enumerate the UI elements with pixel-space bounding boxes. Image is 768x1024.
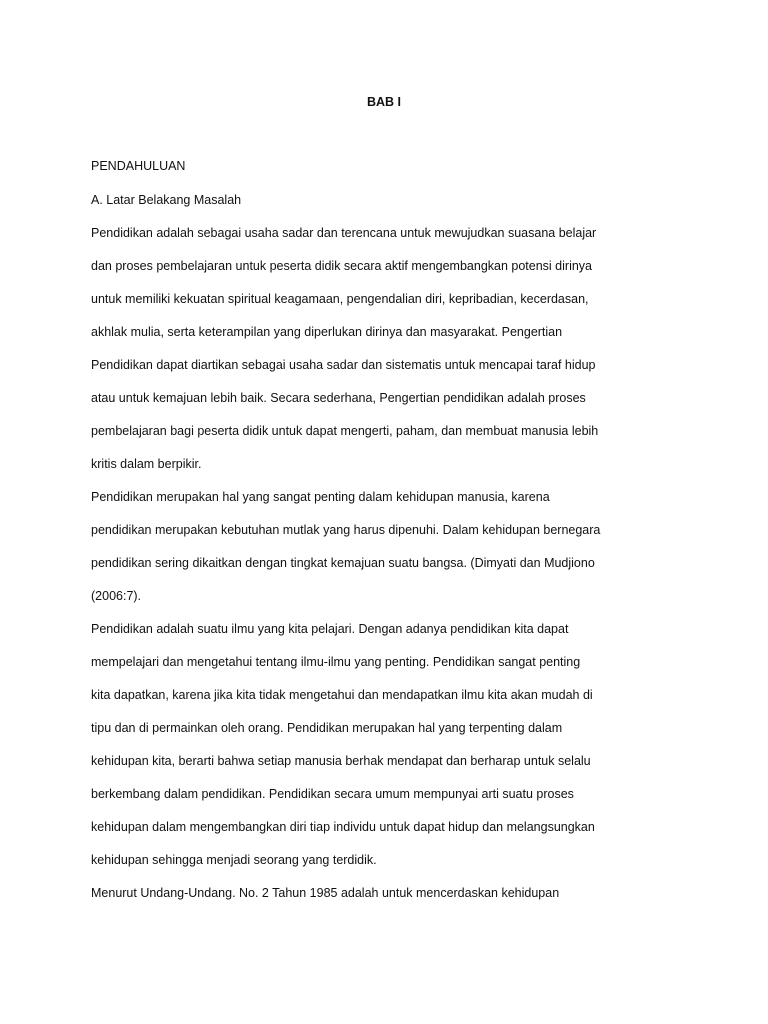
body-line: Pendidikan merupakan hal yang sangat penting dalam kehidupan manusia, karena [91, 490, 550, 504]
section-heading: PENDAHULUAN [91, 159, 186, 173]
body-line: Pendidikan adalah sebagai usaha sadar dan terencana untuk mewujudkan suasana belajar [91, 226, 597, 240]
body-line: berkembang dalam pendidikan. Pendidikan secara umum mempunyai arti suatu proses [91, 787, 574, 801]
body-line: dan proses pembelajaran untuk peserta didik secara aktif mengembangkan potensi dirinya [91, 259, 592, 273]
body-line: untuk memiliki kekuatan spiritual keagamaan, pengendalian diri, kepribadian, kecerdasan, [91, 292, 589, 306]
body-line: Menurut Undang-Undang. No. 2 Tahun 1985 adalah untuk mencerdaskan kehidupan [91, 886, 560, 900]
body-line: atau untuk kemajuan lebih baik. Secara sederhana, Pengertian pendidikan adalah proses [91, 391, 586, 405]
body-line: kritis dalam berpikir. [91, 457, 202, 471]
chapter-title: BAB I [366, 95, 402, 109]
body-line: tipu dan di permainkan oleh orang. Pendidikan merupakan hal yang terpenting dalam [91, 721, 563, 735]
subsection-heading: A. Latar Belakang Masalah [91, 193, 242, 207]
body-line: kita dapatkan, karena jika kita tidak mengetahui dan mendapatkan ilmu kita akan mudah di [91, 688, 593, 702]
body-line: (2006:7). [91, 589, 142, 603]
body-line: pendidikan merupakan kebutuhan mutlak yang harus dipenuhi. Dalam kehidupan bernegara [91, 523, 601, 537]
body-line: kehidupan dalam mengembangkan diri tiap individu untuk dapat hidup dan melangsungkan [91, 820, 595, 834]
body-line: mempelajari dan mengetahui tentang ilmu-ilmu yang penting. Pendidikan sangat penting [91, 655, 581, 669]
body-line: Pendidikan dapat diartikan sebagai usaha sadar dan sistematis untuk mencapai taraf hidup [91, 358, 596, 372]
body-line: kehidupan kita, berarti bahwa setiap manusia berhak mendapat dan berharap untuk selalu [91, 754, 591, 768]
body-line: Pendidikan adalah suatu ilmu yang kita pelajari. Dengan adanya pendidikan kita dapat [91, 622, 569, 636]
body-line: kehidupan sehingga menjadi seorang yang terdidik. [91, 853, 377, 867]
body-line: akhlak mulia, serta keterampilan yang diperlukan dirinya dan masyarakat. Pengertian [91, 325, 563, 339]
body-line: pendidikan sering dikaitkan dengan tingkat kemajuan suatu bangsa. (Dimyati dan Mudjiono [91, 556, 595, 570]
body-line: pembelajaran bagi peserta didik untuk dapat mengerti, paham, dan membuat manusia lebih [91, 424, 599, 438]
